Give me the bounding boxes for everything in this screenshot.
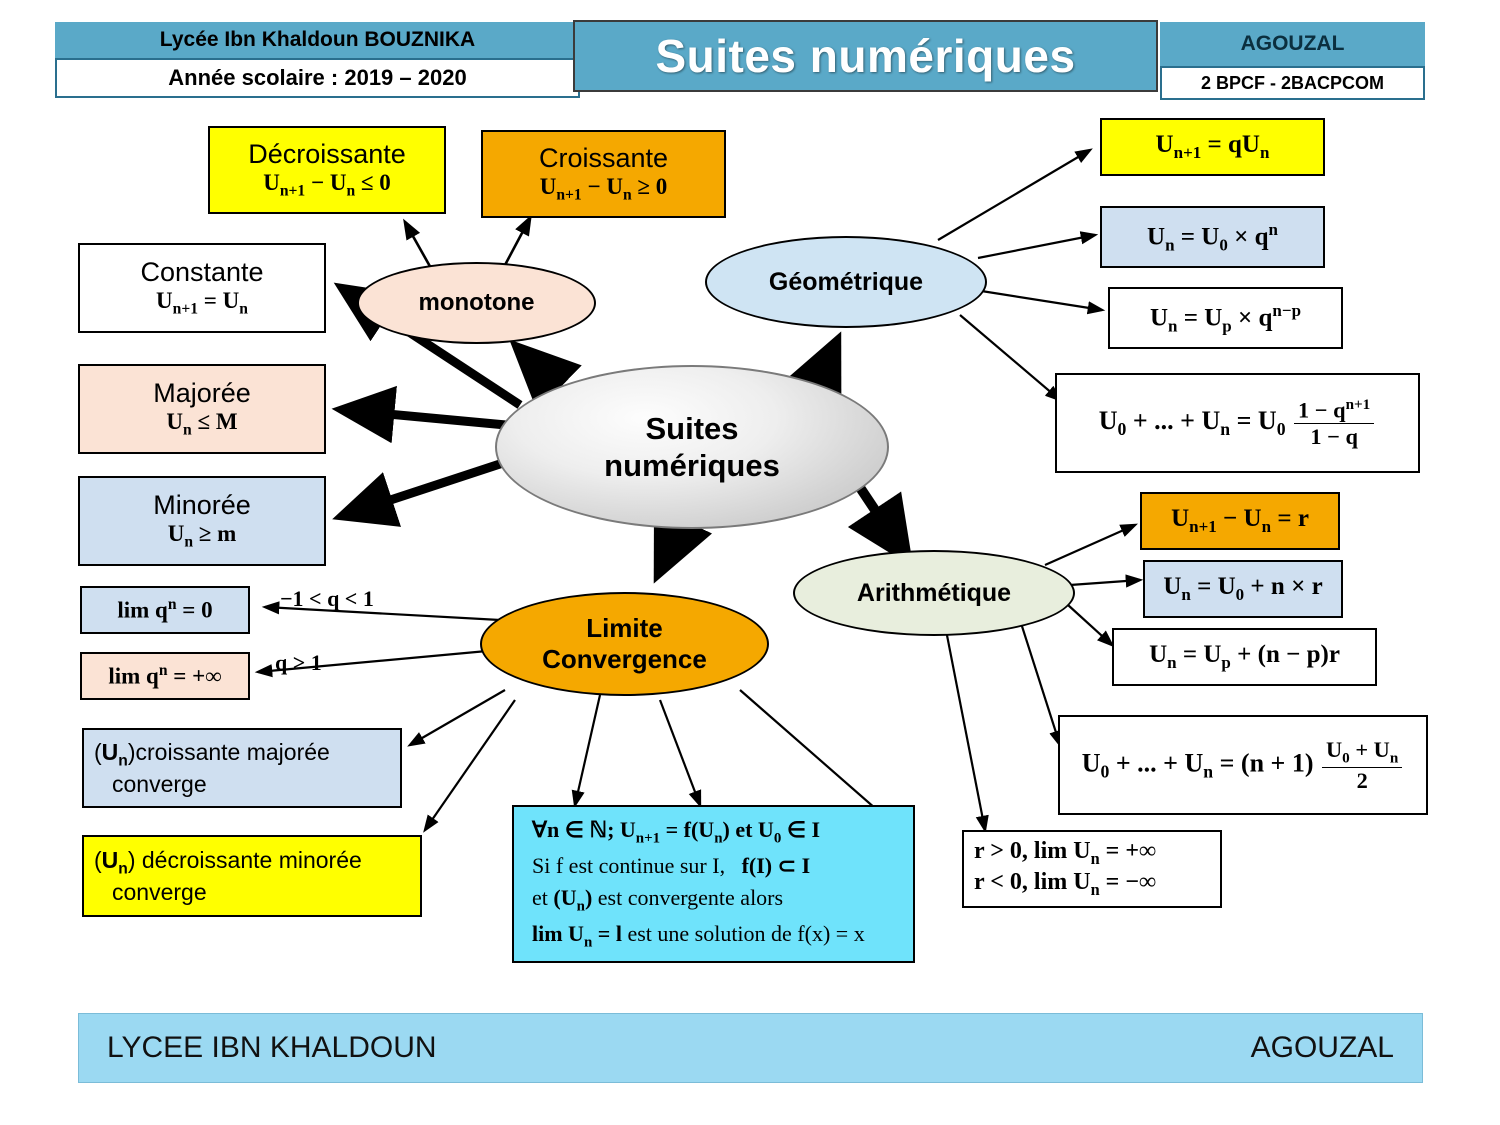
footer-left-text: LYCEE IBN KHALDOUN [107,1031,437,1064]
node-decroissante-formula: $U_{n+1} - U_n \le 0$ [263,170,391,200]
node-theorem-line1: ∀n ∈ ℕ; $U_{n+1} = f(U_n)$ et $U_0$ ∈ I [532,816,821,847]
node-ari-general-formula: $U_n = U_0 + n \times r$ [1163,573,1323,605]
label-cond-q-between: −1 < q < 1 [280,586,374,611]
header-teacher-name: AGOUZAL [1160,22,1425,66]
node-constante[interactable] [78,243,326,333]
node-minoree-formula: $U_n \ge m$ [167,521,237,551]
node-majoree-formula: $U_n \le M$ [166,409,238,439]
node-decroissante-minoree-converge[interactable] [82,835,422,917]
node-ari-recurrence-formula: $U_{n+1} - U_n = r$ [1171,505,1309,537]
branch-limite-line1: Limite [586,612,663,643]
node-geo-general[interactable] [1100,206,1325,268]
node-ari-sum-formula: $U_0$ + ... + $U_n = (n + 1)$ $\frac{U_0 + U_n}{2}$ [1082,737,1405,794]
node-croissante-majoree-line2: converge [112,770,207,797]
node-majoree[interactable] [78,364,326,454]
branch-limite-convergence[interactable] [480,592,769,696]
node-geo-sum-formula: $U_0$ + ... + $U_n = U_0$ $\frac{1 - q^{n+1}}{1 - q}$ [1099,396,1377,450]
node-ari-limits-line1: r > 0, $\lim U_n$ = +∞ [974,838,1157,869]
branch-limite-line2: Convergence [542,644,707,674]
node-theorem-line2: Si f est continue sur I, f(I) ⊂ I [532,853,811,879]
node-croissante-formula: $U_{n+1} - U_n \ge 0$ [539,174,668,204]
node-croissante-title: Croissante [538,143,669,174]
branch-monotone[interactable]: monotone [357,262,596,344]
node-decroissante-title: Décroissante [248,139,406,170]
node-theorem-line3: et $(U_n)$ est convergente alors [532,884,784,915]
node-ari-general[interactable] [1143,560,1343,618]
node-lim-qn-zero[interactable] [80,586,250,634]
footer-right-text: AGOUZAL [1250,1031,1394,1064]
node-constante-title: Constante [140,257,264,288]
page-title: Suites numériques [573,20,1158,92]
node-minoree[interactable] [78,476,326,566]
branch-arithmetique[interactable]: Arithmétique [793,550,1075,636]
node-geo-recurrence[interactable] [1100,118,1325,176]
center-node-line1: Suites [645,410,739,446]
node-minoree-title: Minorée [153,490,251,521]
node-geo-general-formula: $U_n = U_0 \times q^n$ [1147,219,1278,254]
center-node-line2: numériques [604,448,780,483]
node-ari-sum[interactable] [1058,715,1428,815]
node-geo-sum[interactable] [1055,373,1420,473]
node-decroissante[interactable] [208,126,446,214]
center-node-suites-numeriques[interactable] [495,365,889,529]
node-lim-qn-inf-formula: $\lim q^n$ = +∞ [108,661,222,689]
node-decroissante-minoree-line1: $(U_n)$ décroissante minorée [94,846,362,878]
node-theorem-line4: $\lim U_n = l$ est une solution de f(x) = x [532,920,865,951]
node-geo-general-p-formula: $U_n = U_p \times q^{n-p}$ [1149,300,1302,335]
node-lim-qn-zero-formula: $\lim q^n = 0$ [117,595,213,623]
node-croissante-majoree-converge[interactable] [82,728,402,808]
node-lim-qn-inf[interactable] [80,652,250,700]
node-ari-limits[interactable] [962,830,1222,908]
node-ari-limits-line2: r < 0, $\lim U_n$ = −∞ [974,869,1157,899]
node-geo-general-p[interactable] [1108,287,1343,349]
node-geo-recurrence-formula: $U_{n+1} = qU_n$ [1155,131,1270,163]
node-decroissante-minoree-line2: converge [112,878,207,905]
node-ari-recurrence[interactable] [1140,492,1340,550]
node-croissante[interactable] [481,130,726,218]
header-class-list: 2 BPCF - 2BACPCOM [1160,66,1425,100]
node-croissante-majoree-line1: $(U_n)croissante$ majorée [94,738,330,770]
branch-geometrique[interactable]: Géométrique [705,236,987,328]
header-school-year: Année scolaire : 2019 – 2020 [55,58,580,98]
node-majoree-title: Majorée [153,378,251,409]
node-ari-general-p-formula: $U_n = U_p + (n - p)r$ [1149,641,1340,673]
header-school-name: Lycée Ibn Khaldoun BOUZNIKA [55,22,580,58]
node-constante-formula: $U_{n+1} = U_n$ [156,288,248,318]
node-ari-general-p[interactable] [1112,628,1377,686]
footer [78,1013,1423,1083]
label-cond-q-gt1: q > 1 [275,650,322,675]
node-theorem-point-fixe[interactable] [512,805,915,963]
